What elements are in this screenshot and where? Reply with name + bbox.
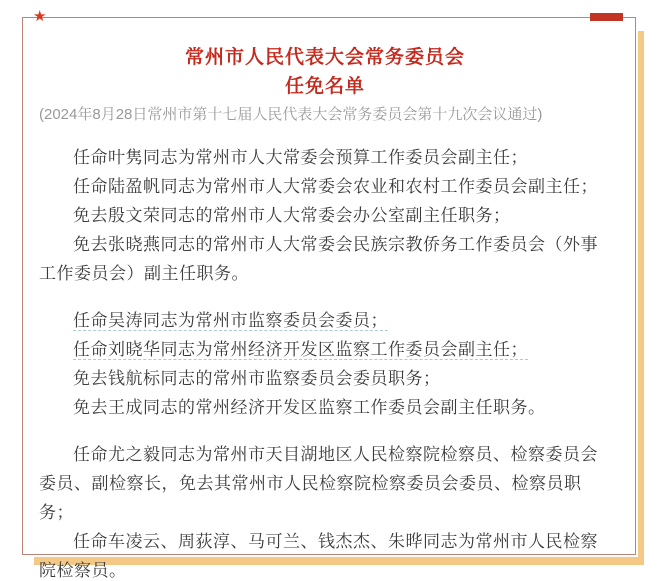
card-shadow-right bbox=[638, 31, 644, 565]
document-card bbox=[22, 17, 636, 580]
corner-accent-block bbox=[590, 13, 623, 21]
document-sentence: 免去钱航标同志的常州市监察委员会委员职务； bbox=[73, 369, 441, 388]
document-sentence: 任命陆盈帆同志为常州市人大常委会农业和农村工作委员会副主任； bbox=[73, 177, 598, 196]
document-title-line2: 任免名单 bbox=[284, 76, 365, 97]
document-sentence: 任命吴涛同志为常州市监察委员会委员； bbox=[73, 311, 388, 330]
document-sentence: 任命车凌云、周荻淳、马可兰、钱杰杰、朱晔同志为常州市人民检察院检察员。 bbox=[39, 532, 598, 580]
paragraph-group bbox=[39, 306, 611, 422]
paragraph-group bbox=[39, 440, 611, 581]
document-sentence: 免去王成同志的常州经济开发区监察工作委员会副主任职务。 bbox=[73, 398, 546, 417]
document-sentence: 免去殷文荣同志的常州市人大常委会办公室副主任职务； bbox=[73, 206, 511, 225]
document-sentence: 免去张晓燕同志的常州市人大常委会民族宗教侨务工作委员会（外事工作委员会）副主任职务。 bbox=[39, 235, 598, 283]
document-subtitle: (2024年8月28日常州市第十七届人民代表大会常务委员会第十九次会议通过) bbox=[39, 106, 543, 123]
star-icon: ★ bbox=[33, 8, 47, 25]
document-sentence: 任命叶隽同志为常州市人大常委会预算工作委员会副主任； bbox=[73, 148, 528, 167]
document-sentence: 任命刘晓华同志为常州经济开发区监察工作委员会副主任； bbox=[73, 340, 528, 359]
document-sentence: 任命尤之毅同志为常州市天目湖地区人民检察院检察员、检察委员会委员、副检察长，免去其常州市人民检察院检察委员会委员、检察员职务； bbox=[39, 445, 598, 522]
paragraph-group bbox=[39, 143, 611, 288]
document-body bbox=[23, 126, 635, 581]
document-header bbox=[23, 18, 635, 126]
document-title-line1: 常州市人民代表大会常务委员会 bbox=[184, 47, 465, 68]
